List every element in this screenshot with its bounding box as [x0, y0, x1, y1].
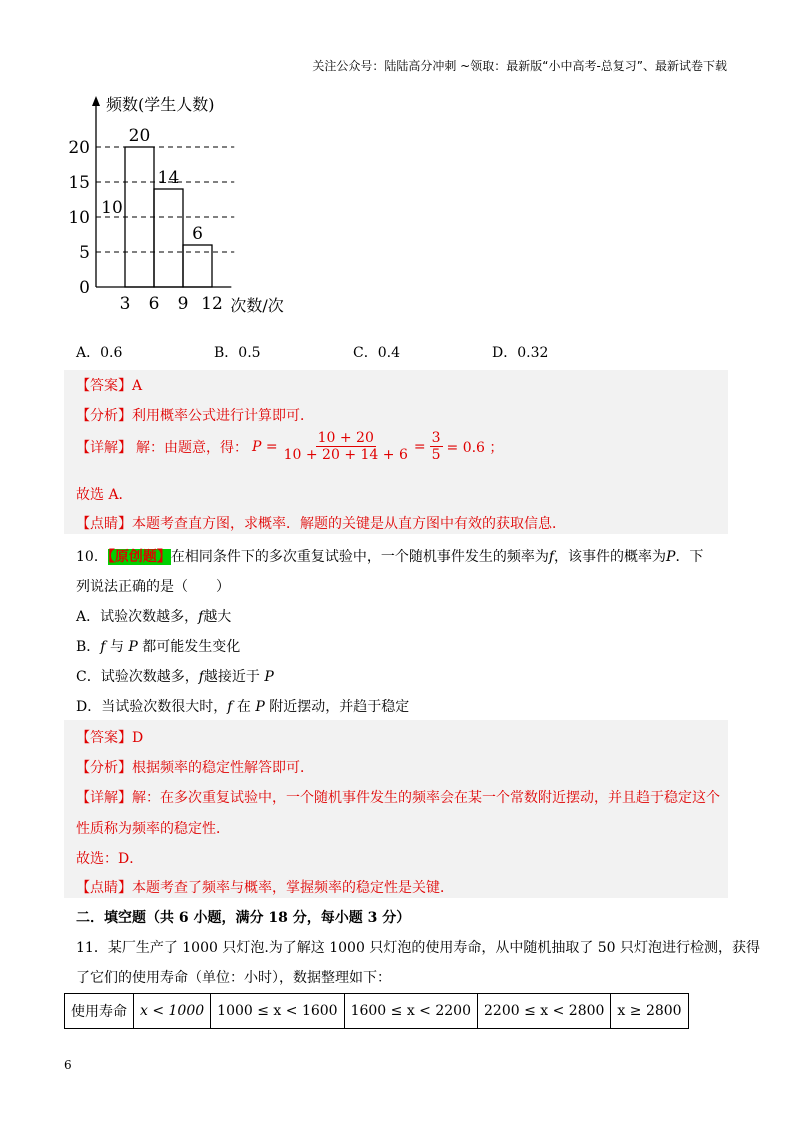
q9-fraction-2: $\frac{3}{5}$	[431, 430, 441, 464]
q10-conclusion: 故选：D．	[76, 851, 144, 867]
table-cell: x < 1000	[134, 994, 211, 1029]
y-tick-label: 5	[79, 243, 90, 263]
q9-answer: 【答案】A	[76, 378, 143, 394]
page-header-note: 关注公众号：陆陆高分冲刺 ~领取：最新版“小中高考-总复习”、最新试卷下载	[312, 59, 727, 73]
histogram-bar	[183, 245, 212, 287]
bar-label: 10	[101, 198, 123, 218]
y-axis-label: 频数(学生人数)	[106, 95, 215, 114]
table-cell: 2200 ≤ x < 2800	[478, 994, 611, 1029]
y-tick-label: 15	[68, 173, 90, 193]
q11-stem-line1: 11．某厂生产了 1000 只灯泡.为了解这 1000 只灯泡的使用寿命，从中随机抽取了 50 只灯泡进行检测，获得	[76, 940, 761, 956]
section-title: 二．填空题（共 6 小题，满分 18 分，每小题 3 分）	[76, 910, 411, 926]
q9-options	[76, 342, 716, 362]
q10-option-b: B．f 与 P 都可能发生变化	[76, 639, 241, 655]
x-tick-label: 3	[119, 294, 131, 314]
q10-solution-box	[64, 720, 728, 898]
x-tick-label: 9	[177, 294, 189, 314]
q10-option-c: C．试验次数越多，f越接近于 P	[76, 669, 274, 685]
table-header-cell: 使用寿命	[65, 994, 134, 1029]
q11-stem-line2: 了它们的使用寿命（单位：小时），数据整理如下：	[76, 970, 391, 986]
histogram-chart	[66, 88, 306, 318]
q9-fraction-1: $\frac{10 + 20}{10 + 20 + 14 + 6}$	[283, 430, 408, 464]
lifespan-table	[64, 993, 689, 1029]
x-tick-label: 12	[201, 294, 223, 314]
q10-option-a: A．试验次数越多，f越大	[76, 609, 232, 625]
q10-stem-line2: 列说法正确的是（ ）	[76, 579, 230, 595]
bar-label: 14	[157, 168, 180, 188]
table-row	[65, 994, 689, 1029]
x-axis-label: 次数/次	[230, 296, 284, 315]
q9-option-c: C．0.4	[353, 345, 400, 361]
q10-comment: 【点睛】本题考查了频率与概率，掌握频率的稳定性是关键．	[76, 880, 454, 896]
histogram-bar	[125, 147, 154, 287]
q9-analysis: 【分析】利用概率公式进行计算即可．	[76, 408, 314, 424]
q10-detail-line2: 性质称为频率的稳定性．	[76, 821, 230, 837]
table-cell: 1000 ≤ x < 1600	[211, 994, 344, 1029]
y-axis-arrow	[92, 96, 100, 106]
q9-conclusion: 故选 A．	[76, 487, 133, 503]
y-tick-label: 10	[68, 208, 90, 228]
histogram-bar	[154, 189, 183, 287]
q9-comment: 【点睛】本题考查直方图，求概率．解题的关键是从直方图中有效的获取信息．	[76, 516, 566, 532]
q9-formula-lhs: P =	[252, 438, 278, 455]
q10-answer: 【答案】D	[76, 730, 144, 746]
original-question-badge: 【原创题】	[107, 549, 171, 565]
table-cell: 1600 ≤ x < 2200	[344, 994, 477, 1029]
q9-option-b: B．0.5	[214, 345, 261, 361]
q9-detail: 【详解】 解：由题意，得： P = $\frac{10 + 20}{10 + 20 + 14 + 6}$ = $\frac{3}{5}$ = 0.6 ；	[76, 430, 504, 464]
page-number: 6	[64, 1058, 72, 1072]
table-cell: x ≥ 2800	[611, 994, 688, 1029]
x-tick-label: 6	[148, 294, 160, 314]
bar-label: 20	[128, 126, 151, 146]
q10-option-d: D．当试验次数很大时，f 在 P 附近摆动，并趋于稳定	[76, 699, 410, 715]
bar-label: 6	[192, 224, 203, 244]
y-tick-label: 20	[68, 138, 90, 158]
q9-option-d: D．0.32	[492, 345, 549, 361]
q9-option-a: A．0.6	[76, 345, 123, 361]
q10-analysis: 【分析】根据频率的稳定性解答即可．	[76, 760, 314, 776]
q10-stem-line1: 10．【原创题】在相同条件下的多次重复试验中，一个随机事件发生的频率为f，该事件的概率为P．下	[76, 549, 704, 565]
q10-detail-line1: 【详解】解：在多次重复试验中，一个随机事件发生的频率会在某一个常数附近摆动，并且趋于稳定这个	[76, 790, 720, 806]
y-tick-label: 0	[79, 278, 90, 298]
